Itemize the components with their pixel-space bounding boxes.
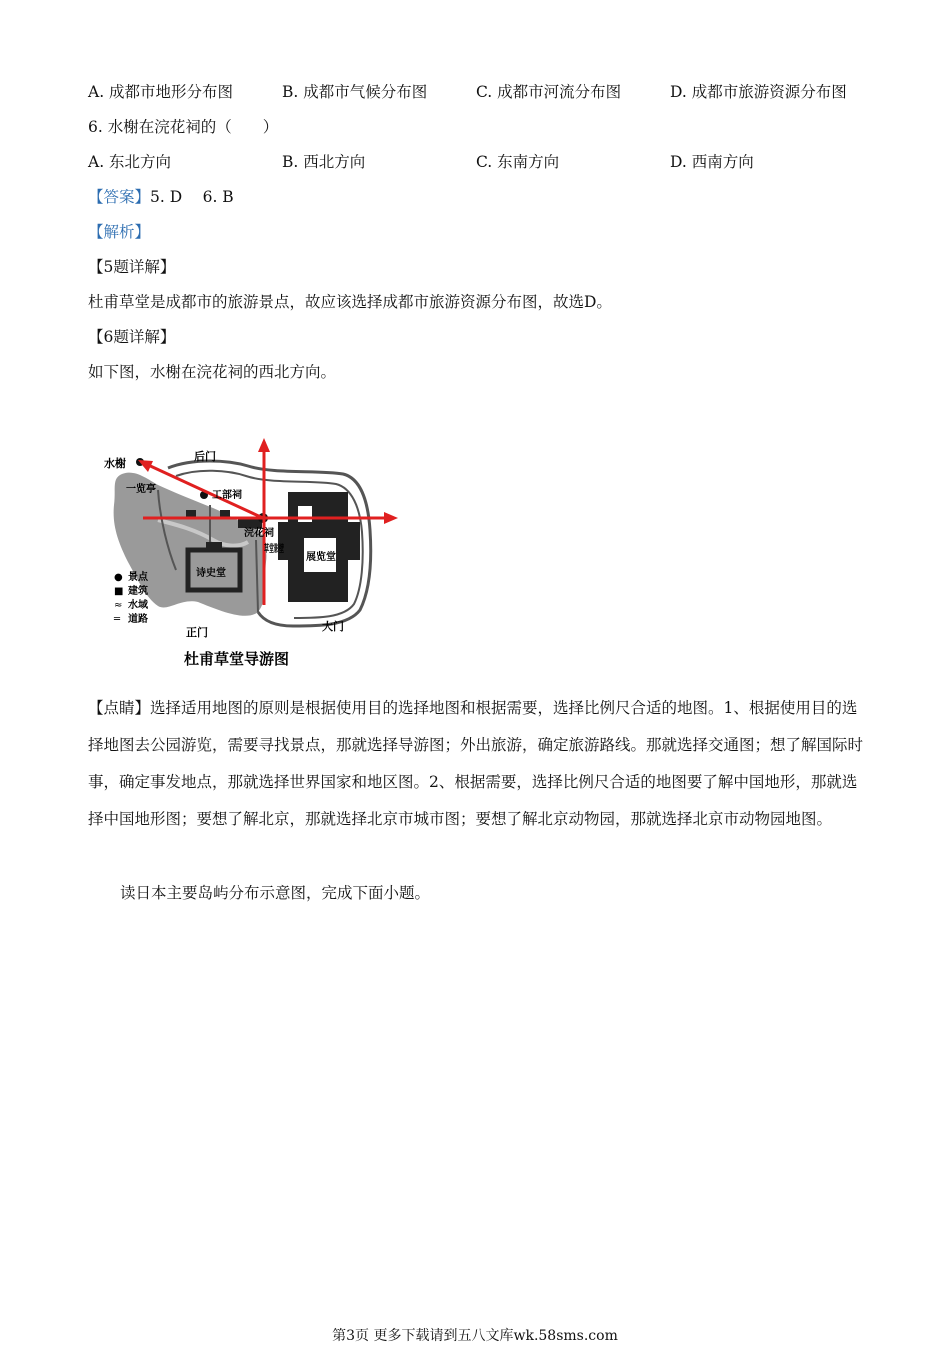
building-shishitang-gate (206, 542, 222, 552)
q6-option-a: A. 东北方向 (88, 153, 172, 171)
q5-detail-text: 杜甫草堂是成都市的旅游景点，故应该选择成都市旅游资源分布图，故选D。 (88, 293, 612, 311)
page-footer: 第3页 更多下载请到五八文库wk.58sms.com (332, 1328, 618, 1344)
q6-option-c: C. 东南方向 (476, 153, 560, 171)
q5-option-a: A. 成都市地形分布图 (88, 83, 234, 101)
legend-symbol-3: ≈ (114, 600, 123, 611)
analysis-label: 【解析】 (88, 223, 151, 241)
label-zhanlantang: 展览堂 (306, 552, 336, 563)
next-question-intro: 读日本主要岛屿分布示意图，完成下面小题。 (120, 884, 431, 902)
label-huanhuaci: 浣花祠 (244, 528, 274, 539)
legend-symbol-1: ● (114, 572, 123, 583)
label-caotang-yingbi (264, 542, 284, 555)
building-zhanlantang-window (298, 506, 312, 522)
dufu-caotang-map (98, 430, 408, 680)
legend-label-4: 道路 (128, 614, 148, 625)
q5-option-d: D. 成都市旅游资源分布图 (670, 83, 847, 101)
label-houmen: 后门 (194, 450, 216, 463)
label-damen: 大门 (322, 620, 344, 633)
map-svg (98, 430, 408, 680)
q5-option-c: C. 成都市河流分布图 (476, 83, 622, 101)
label-yiting: 一览亭 (126, 484, 156, 495)
q6-detail-heading: 【6题详解】 (88, 328, 176, 346)
label-zhengmen: 正门 (186, 626, 208, 639)
legend-label-3: 水域 (128, 600, 148, 611)
q5-option-b: B. 成都市气候分布图 (282, 83, 428, 101)
answer-text: 5. D 6. B (150, 188, 234, 206)
answer-line (88, 187, 234, 207)
q6-option-b: B. 西北方向 (282, 153, 366, 171)
dianjing-text: 选择适用地图的原则是根据使用目的选择地图和根据需要，选择比例尺合适的地图。1、根据使用目的选择地图去公园游览，需要寻找景点，那就选择导游图；外出旅游，确定旅游路线。那就选择交通图；想了解国际时事，确定事发地点，那就选择世界国家和地区图。2、根据需要，选择比例尺合适的地图要了解中国地形，那就选择中国地形图；要想了解北京，那就选择北京市城市图；要想了解北京动物园，那就选择北京市动物园地图。 (88, 699, 864, 828)
arrow-north-head (258, 438, 270, 452)
answer-label: 【答案】 (88, 188, 151, 206)
q6-option-d: D. 西南方向 (670, 153, 754, 171)
legend-symbol-2: ■ (114, 586, 124, 597)
map-title: 杜甫草堂导游图 (184, 650, 290, 668)
legend-label-1: 景点 (128, 572, 148, 583)
q5-detail-heading: 【5题详解】 (88, 258, 176, 276)
legend-label-2: 建筑 (128, 586, 148, 597)
arrow-east-head (384, 512, 398, 524)
q6-detail-text: 如下图，水榭在浣花祠的西北方向。 (88, 363, 337, 381)
label-shuixie: 水榭 (104, 457, 126, 470)
dianjing-label: 【点睛】 (88, 699, 151, 717)
q6-stem: 6. 水榭在浣花祠的（ ） (88, 118, 279, 136)
map-legend (113, 570, 149, 625)
legend-symbol-4: ═ (114, 614, 121, 625)
label-shishitang: 诗史堂 (196, 568, 226, 579)
label-gongbuci: 工部祠 (212, 490, 242, 501)
dianjing-paragraph (88, 690, 863, 838)
